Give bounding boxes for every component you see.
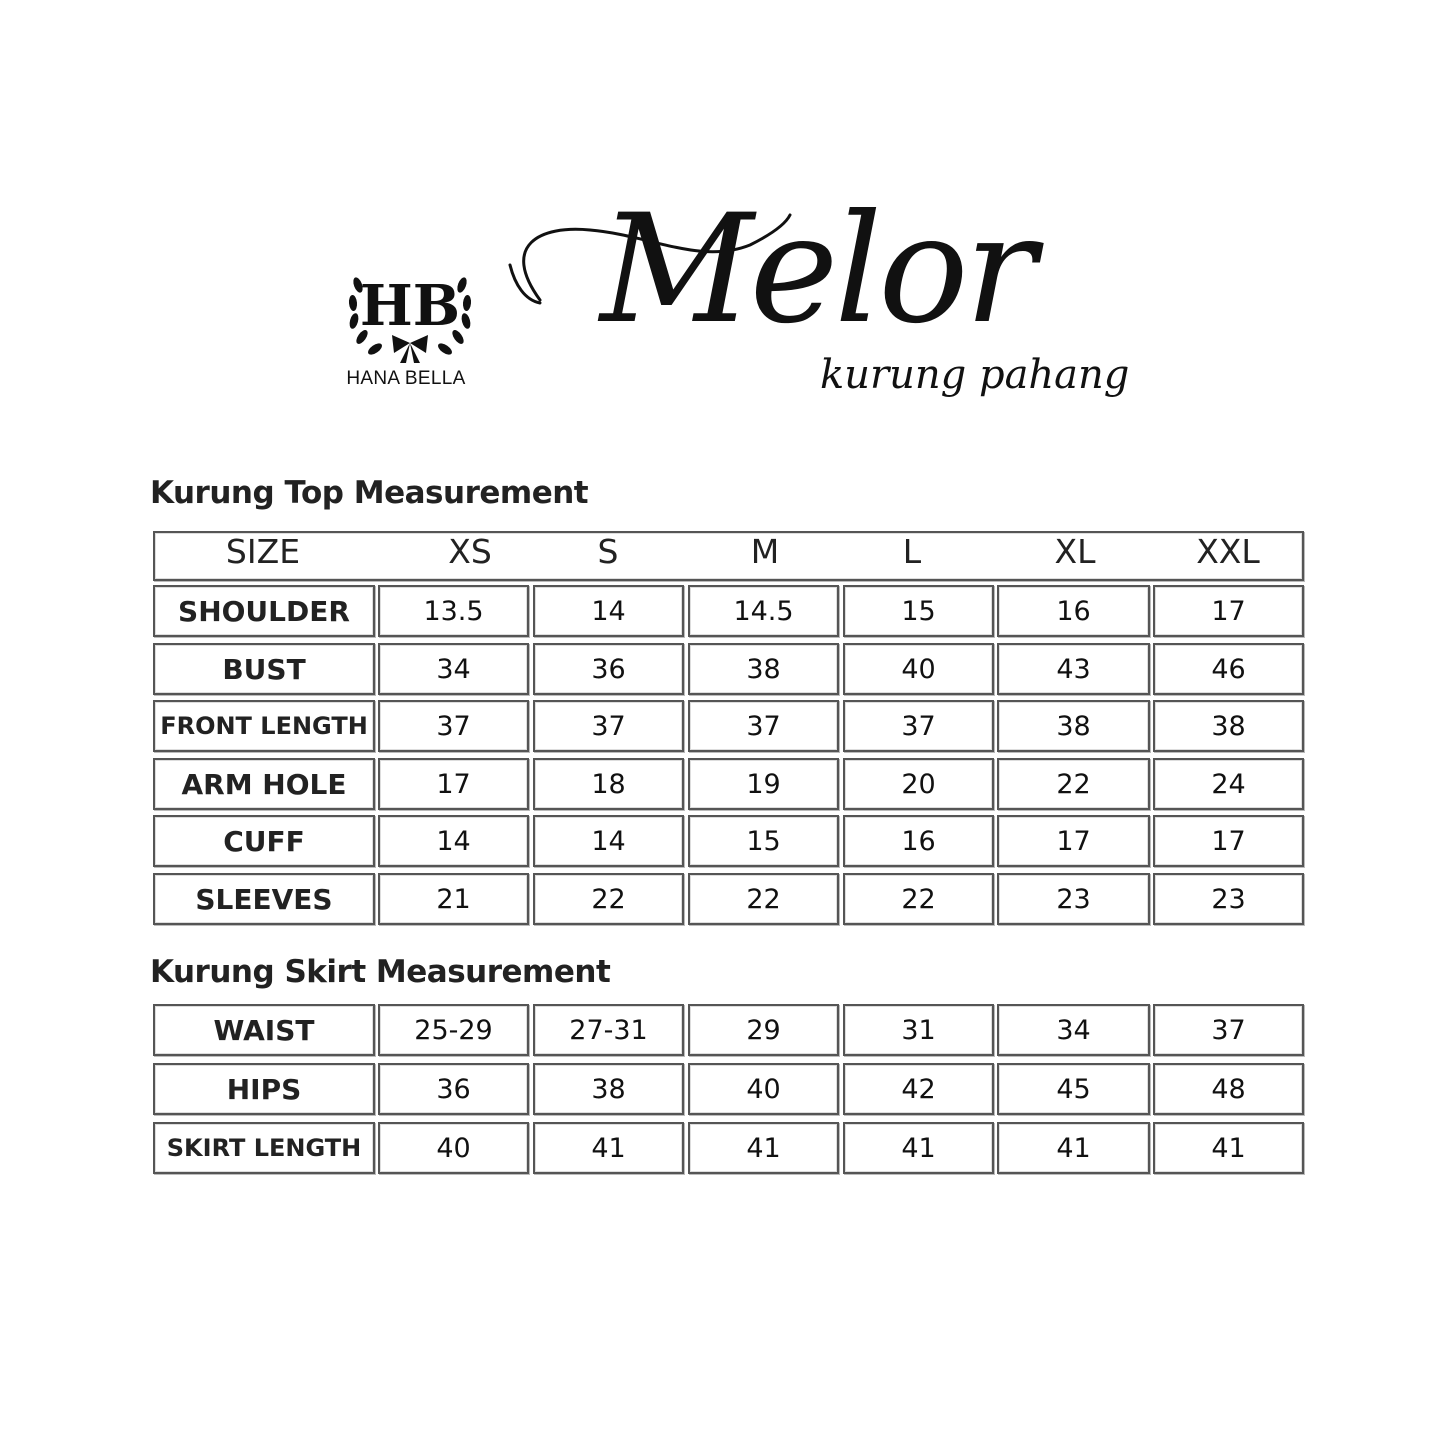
size-header-xxl: XXL — [1196, 532, 1260, 571]
measurement-cell: 41 — [688, 1122, 839, 1174]
measurement-cell: 38 — [688, 643, 839, 695]
measurement-cell: 15 — [843, 585, 994, 637]
measurement-cell: 34 — [997, 1004, 1150, 1056]
measurement-cell: 40 — [688, 1063, 839, 1115]
measurement-cell: 25-29 — [378, 1004, 529, 1056]
top-heading: Kurung Top Measurement — [150, 475, 589, 511]
measurement-cell: 29 — [688, 1004, 839, 1056]
row-label: BUST — [153, 643, 375, 695]
product-subtitle: kurung pahang — [820, 352, 1130, 398]
measurement-cell: 22 — [843, 873, 994, 925]
measurement-cell: 41 — [997, 1122, 1150, 1174]
measurement-cell: 22 — [688, 873, 839, 925]
row-label: SLEEVES — [153, 873, 375, 925]
size-column-header: SIZE — [225, 532, 301, 571]
measurement-cell: 37 — [843, 700, 994, 752]
measurement-cell: 40 — [378, 1122, 529, 1174]
measurement-cell: 37 — [378, 700, 529, 752]
measurement-cell: 38 — [533, 1063, 684, 1115]
measurement-cell: 37 — [533, 700, 684, 752]
row-label: FRONT LENGTH — [153, 700, 375, 752]
measurement-cell: 13.5 — [378, 585, 529, 637]
size-header-xs: XS — [448, 532, 492, 571]
size-header-l: L — [902, 532, 922, 571]
measurement-cell: 17 — [378, 758, 529, 810]
measurement-cell: 48 — [1153, 1063, 1304, 1115]
row-label: SKIRT LENGTH — [153, 1122, 375, 1174]
measurement-cell: 34 — [378, 643, 529, 695]
measurement-cell: 19 — [688, 758, 839, 810]
measurement-cell: 37 — [1153, 1004, 1304, 1056]
measurement-cell: 41 — [1153, 1122, 1304, 1174]
size-header-m: M — [750, 532, 780, 571]
measurement-cell: 24 — [1153, 758, 1304, 810]
measurement-cell: 14 — [378, 815, 529, 867]
measurement-cell: 43 — [997, 643, 1150, 695]
measurement-cell: 16 — [843, 815, 994, 867]
measurement-cell: 40 — [843, 643, 994, 695]
row-label: WAIST — [153, 1004, 375, 1056]
measurement-cell: 15 — [688, 815, 839, 867]
measurement-cell: 23 — [1153, 873, 1304, 925]
measurement-cell: 16 — [997, 585, 1150, 637]
measurement-cell: 42 — [843, 1063, 994, 1115]
measurement-cell: 20 — [843, 758, 994, 810]
svg-text:HB: HB — [359, 273, 461, 339]
measurement-cell: 14 — [533, 585, 684, 637]
row-label: HIPS — [153, 1063, 375, 1115]
product-title: Melor — [600, 183, 1033, 357]
measurement-cell: 18 — [533, 758, 684, 810]
size-header-row — [153, 531, 1304, 581]
measurement-cell: 38 — [1153, 700, 1304, 752]
measurement-cell: 14.5 — [688, 585, 839, 637]
measurement-cell: 41 — [533, 1122, 684, 1174]
row-label: SHOULDER — [153, 585, 375, 637]
measurement-cell: 36 — [378, 1063, 529, 1115]
measurement-cell: 45 — [997, 1063, 1150, 1115]
row-label: ARM HOLE — [153, 758, 375, 810]
measurement-cell: 17 — [1153, 585, 1304, 637]
measurement-cell: 14 — [533, 815, 684, 867]
size-header-s: S — [597, 532, 619, 571]
measurement-cell: 27-31 — [533, 1004, 684, 1056]
measurement-cell: 22 — [997, 758, 1150, 810]
measurement-cell: 38 — [997, 700, 1150, 752]
measurement-cell: 17 — [1153, 815, 1304, 867]
measurement-cell: 37 — [688, 700, 839, 752]
measurement-cell: 36 — [533, 643, 684, 695]
measurement-cell: 23 — [997, 873, 1150, 925]
brand-name: HANA BELLA — [346, 368, 466, 389]
size-header-xl: XL — [1054, 532, 1096, 571]
row-label: CUFF — [153, 815, 375, 867]
measurement-cell: 21 — [378, 873, 529, 925]
measurement-cell: 31 — [843, 1004, 994, 1056]
measurement-cell: 22 — [533, 873, 684, 925]
measurement-cell: 17 — [997, 815, 1150, 867]
measurement-cell: 41 — [843, 1122, 994, 1174]
skirt-heading: Kurung Skirt Measurement — [150, 954, 611, 990]
measurement-cell: 46 — [1153, 643, 1304, 695]
